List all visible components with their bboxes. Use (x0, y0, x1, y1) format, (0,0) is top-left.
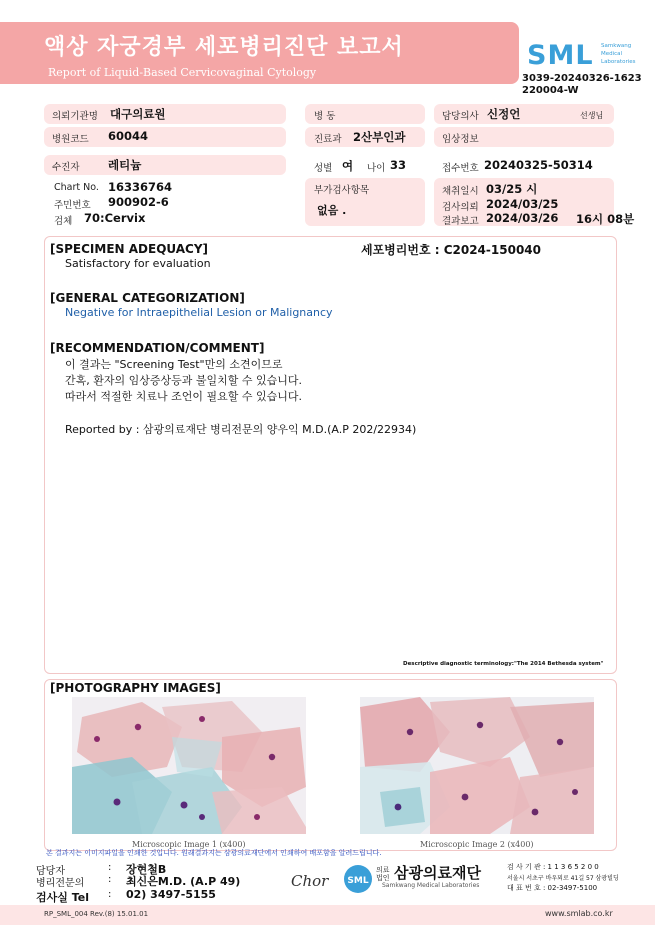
result-label: 결과보고 (442, 216, 479, 227)
collect-value: 03/25 시 (486, 182, 538, 196)
rrn-label: 주민번호 (54, 200, 91, 211)
report-id-line1: 3039-20240326-1623 (522, 73, 642, 84)
sex-label: 성별 (314, 163, 333, 174)
sex-value: 여 (342, 159, 354, 173)
institution-number: 검 사 기 관 : 1 1 3 6 5 2 0 0 (507, 863, 599, 871)
lab-tel-label: 검사실 Tel (36, 891, 89, 904)
report-id-line2: 220004-W (522, 85, 579, 96)
sml-logo: SML (527, 40, 594, 71)
foundation-name: 삼광의료재단 (394, 864, 481, 882)
sml-logo-subtitle: Samkwang Medical Laboratories (601, 43, 636, 65)
recommendation-title: [RECOMMENDATION/COMMENT] (50, 341, 265, 355)
extra-value: 없음 . (317, 204, 347, 217)
hospital-code-value: 60044 (108, 129, 149, 143)
adequacy-text: Satisfactory for evaluation (65, 257, 211, 270)
reported-by: Reported by : 삼광의료재단 병리전문의 양우익 M.D.(A.P 202/22934) (65, 423, 417, 436)
institution-label: 의뢰기관명 (52, 111, 98, 122)
pathologist-label: 병리전문의 (36, 878, 85, 889)
age-label: 나이 (367, 163, 386, 174)
microscopic-image-1 (72, 697, 306, 834)
staff-value: 장현철B (126, 863, 167, 876)
image1-caption: Microscopic Image 1 (x400) (132, 840, 246, 849)
receipt-label: 접수번호 (442, 163, 479, 174)
receipt-value: 20240325-50314 (484, 158, 593, 172)
pathologist-colon: : (108, 874, 112, 885)
result-date: 2024/03/26 (486, 211, 559, 225)
patient-label: 수진자 (52, 162, 80, 173)
foundation-name-en: Samkwang Medical Laboratories (382, 882, 480, 889)
signature: Chor (291, 872, 329, 890)
website-link[interactable]: www.smlab.co.kr (545, 909, 613, 918)
hospital-code-label: 병원코드 (52, 134, 89, 145)
print-notice: 본 결과지는 이미지파일을 인쇄한 것입니다. 원래결과지는 삼광의료재단에서 인쇄하여 배포함을 알려드립니다. (46, 849, 382, 857)
lab-tel-value: 02) 3497-5155 (126, 888, 216, 901)
lab-tel-colon: : (108, 889, 112, 900)
specimen-label: 검체 (54, 216, 73, 227)
ward-label: 병 동 (314, 111, 336, 122)
adequacy-title: [SPECIMEN ADEQUACY] (50, 242, 209, 256)
foundation-logo-icon (343, 864, 373, 894)
recommendation-line2: 간혹, 환자의 임상증상등과 불일치할 수 있습니다. (65, 374, 302, 387)
image2-caption: Microscopic Image 2 (x400) (420, 840, 534, 849)
doctor-suffix: 선생님 (580, 111, 604, 120)
svg-text:SML: SML (347, 876, 369, 886)
recommendation-line3: 따라서 적절한 치료나 조언이 필요할 수 있습니다. (65, 390, 302, 403)
form-code: RP_SML_004 Rev.(8) 15.01.01 (44, 910, 149, 918)
foundation-prefix: 의료법인 (376, 866, 390, 882)
patient-box (44, 155, 286, 175)
representative-tel: 대 표 번 호 : 02-3497-5100 (507, 884, 598, 892)
report-title: 액상 자궁경부 세포병리진단 보고서 (44, 35, 404, 60)
chart-value: 16336764 (108, 180, 173, 194)
rrn-value: 900902-6 (108, 195, 169, 209)
microscopic-image-2 (360, 697, 594, 834)
staff-colon: : (108, 862, 112, 873)
cytology-number: 세포병리번호 : C2024-150040 (361, 243, 541, 257)
report-subtitle: Report of Liquid-Based Cervicovaginal Cytology (48, 66, 317, 79)
request-value: 2024/03/25 (486, 197, 559, 211)
age-value: 33 (390, 158, 407, 172)
collect-label: 채취일시 (442, 186, 479, 197)
general-text: Negative for Intraepithelial Lesion or Malignancy (65, 306, 333, 319)
address: 서울시 서초구 바우뫼로 41길 57 삼광빌딩 (507, 875, 619, 882)
staff-label: 담당자 (36, 866, 65, 877)
patient-value: 레티늄 (108, 158, 142, 172)
recommendation-line1: 이 결과는 "Screening Test"만의 소견이므로 (65, 358, 283, 371)
chart-label: Chart No. (54, 182, 99, 193)
dept-value: 2산부인과 (353, 130, 406, 144)
institution-value: 대구의료원 (110, 107, 166, 121)
specimen-value: 70:Cervix (84, 211, 146, 225)
report-id (522, 73, 652, 97)
clinical-label: 임상정보 (442, 134, 479, 145)
request-label: 검사의뢰 (442, 202, 479, 213)
doctor-value: 신정언 (487, 107, 521, 121)
terminology-note: Descriptive diagnostic terminology:"The 2014 Bethesda system" (403, 661, 604, 667)
extra-label: 부가검사항목 (314, 185, 370, 196)
photos-title: [PHOTOGRAPHY IMAGES] (50, 681, 221, 695)
dept-label: 진료과 (314, 134, 342, 145)
result-time: 16시 08분 (576, 212, 635, 226)
general-title: [GENERAL CATEGORIZATION] (50, 291, 245, 305)
doctor-label: 담당의사 (442, 111, 479, 122)
pathologist-value: 최신은M.D. (A.P 49) (126, 875, 241, 888)
